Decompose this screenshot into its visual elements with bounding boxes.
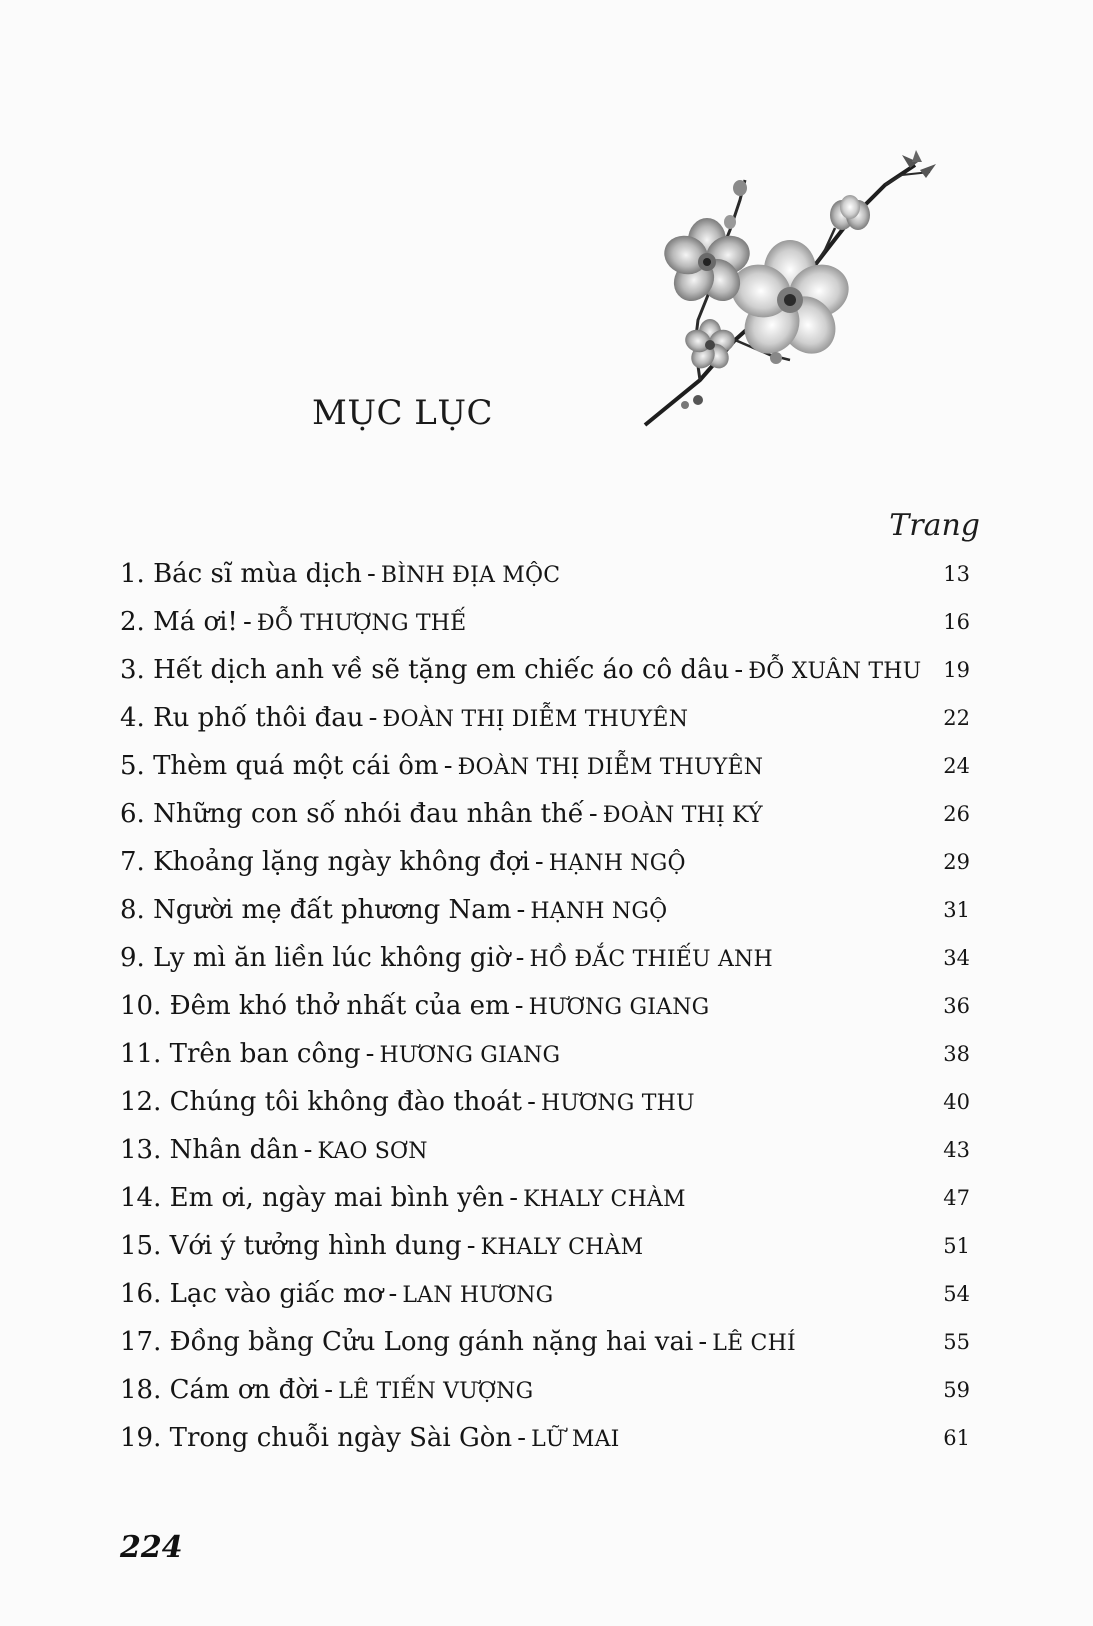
entry-author: ĐOÀN THỊ DIỄM THUYÊN: [457, 755, 764, 780]
page-number: 224: [120, 1530, 183, 1565]
entry-title: 5. Thèm quá một cái ôm: [120, 751, 439, 781]
entry-author: ĐỖ THƯỢNG THẾ: [256, 611, 467, 636]
toc-entry: [120, 1270, 970, 1318]
entry-separator: -: [303, 1135, 313, 1165]
entry-author: HƯƠNG GIANG: [528, 995, 710, 1020]
toc-entry: [120, 886, 970, 934]
entry-separator: -: [516, 895, 526, 925]
toc-entry: [120, 1222, 970, 1270]
entry-page-number: 31: [943, 898, 970, 922]
entry-separator: -: [365, 1039, 375, 1069]
page-title: MỤC LỤC: [312, 393, 494, 433]
toc-entry: [120, 1126, 970, 1174]
entry-separator: -: [388, 1279, 398, 1309]
page-column-label: Trang: [889, 508, 980, 543]
entry-title: 12. Chúng tôi không đào thoát: [120, 1087, 522, 1117]
entry-title: 2. Má ơi!: [120, 607, 238, 637]
entry-separator: -: [509, 1183, 519, 1213]
entry-author: HỒ ĐẮC THIẾU ANH: [529, 947, 773, 972]
entry-author: HƯƠNG THU: [540, 1091, 695, 1116]
entry-title: 1. Bác sĩ mùa dịch: [120, 559, 362, 589]
entry-author: BÌNH ĐỊA MỘC: [380, 563, 561, 588]
entry-title: 4. Ru phố thôi đau: [120, 703, 364, 733]
entry-title: 9. Ly mì ăn liền lúc không giờ: [120, 943, 511, 973]
entry-page-number: 34: [943, 946, 970, 970]
entry-page-number: 16: [943, 610, 970, 634]
entry-author: HƯƠNG GIANG: [379, 1043, 561, 1068]
toc-entry: [120, 598, 970, 646]
entry-page-number: 36: [943, 994, 970, 1018]
toc-entry: [120, 646, 970, 694]
entry-title: 8. Người mẹ đất phương Nam: [120, 895, 512, 925]
entry-separator: -: [443, 751, 453, 781]
entry-separator: -: [588, 799, 598, 829]
entry-separator: -: [368, 703, 378, 733]
entry-author: HẠNH NGỘ: [548, 851, 686, 876]
entry-title: 13. Nhân dân: [120, 1135, 299, 1165]
toc-entry: [120, 934, 970, 982]
entry-page-number: 43: [943, 1138, 970, 1162]
entry-title: 17. Đồng bằng Cửu Long gánh nặng hai vai: [120, 1327, 694, 1357]
table-of-contents: [120, 550, 970, 1462]
entry-page-number: 29: [943, 850, 970, 874]
entry-author: LỮ MAI: [531, 1427, 620, 1452]
entry-title: 19. Trong chuỗi ngày Sài Gòn: [120, 1423, 513, 1453]
toc-entry: [120, 550, 970, 598]
entry-title: 15. Với ý tưởng hình dung: [120, 1231, 462, 1261]
toc-entry: [120, 694, 970, 742]
toc-entry: [120, 982, 970, 1030]
entry-author: LÊ TIẾN VƯỢNG: [338, 1379, 534, 1404]
blossom-branch-illustration: [640, 150, 980, 445]
entry-title: 18. Cám ơn đời: [120, 1375, 320, 1405]
entry-page-number: 22: [943, 706, 970, 730]
entry-title: 7. Khoảng lặng ngày không đợi: [120, 847, 530, 877]
toc-entry: [120, 838, 970, 886]
entry-title: 3. Hết dịch anh về sẽ tặng em chiếc áo cô dâu: [120, 655, 730, 685]
entry-page-number: 40: [943, 1090, 970, 1114]
entry-page-number: 19: [943, 658, 970, 682]
entry-separator: -: [534, 847, 544, 877]
entry-page-number: 13: [943, 562, 970, 586]
entry-title: 6. Những con số nhói đau nhân thế: [120, 799, 584, 829]
toc-entry: [120, 1318, 970, 1366]
toc-entry: [120, 1030, 970, 1078]
entry-title: 16. Lạc vào giấc mơ: [120, 1279, 384, 1309]
entry-title: 11. Trên ban công: [120, 1039, 361, 1069]
entry-page-number: 38: [943, 1042, 970, 1066]
entry-separator: -: [515, 943, 525, 973]
entry-page-number: 54: [943, 1282, 970, 1306]
entry-author: KHALY CHÀM: [480, 1235, 644, 1260]
entry-separator: -: [698, 1327, 708, 1357]
entry-author: HẠNH NGỘ: [530, 899, 668, 924]
toc-entry: [120, 1174, 970, 1222]
toc-entry: [120, 1078, 970, 1126]
entry-separator: -: [514, 991, 524, 1021]
toc-entry: [120, 790, 970, 838]
entry-page-number: 26: [943, 802, 970, 826]
entry-page-number: 24: [943, 754, 970, 778]
entry-page-number: 59: [943, 1378, 970, 1402]
toc-entry: [120, 1366, 970, 1414]
entry-author: ĐOÀN THỊ DIỄM THUYÊN: [382, 707, 689, 732]
entry-separator: -: [324, 1375, 334, 1405]
entry-author: ĐOÀN THỊ KÝ: [602, 803, 763, 828]
entry-page-number: 61: [943, 1426, 970, 1450]
toc-entry: [120, 742, 970, 790]
entry-separator: -: [734, 655, 744, 685]
entry-page-number: 55: [943, 1330, 970, 1354]
entry-author: KAO SƠN: [317, 1139, 428, 1164]
entry-author: ĐỖ XUÂN THU: [748, 659, 922, 684]
entry-page-number: 51: [943, 1234, 970, 1258]
entry-author: LAN HƯƠNG: [402, 1283, 554, 1308]
entry-author: KHALY CHÀM: [523, 1187, 686, 1212]
entry-author: LÊ CHÍ: [712, 1331, 796, 1356]
entry-title: 14. Em ơi, ngày mai bình yên: [120, 1183, 505, 1213]
entry-separator: -: [466, 1231, 476, 1261]
entry-separator: -: [527, 1087, 536, 1117]
entry-separator: -: [242, 607, 252, 637]
entry-separator: -: [366, 559, 376, 589]
toc-entry: [120, 1414, 970, 1462]
entry-separator: -: [517, 1423, 527, 1453]
entry-title: 10. Đêm khó thở nhất của em: [120, 991, 510, 1021]
entry-page-number: 47: [943, 1186, 970, 1210]
